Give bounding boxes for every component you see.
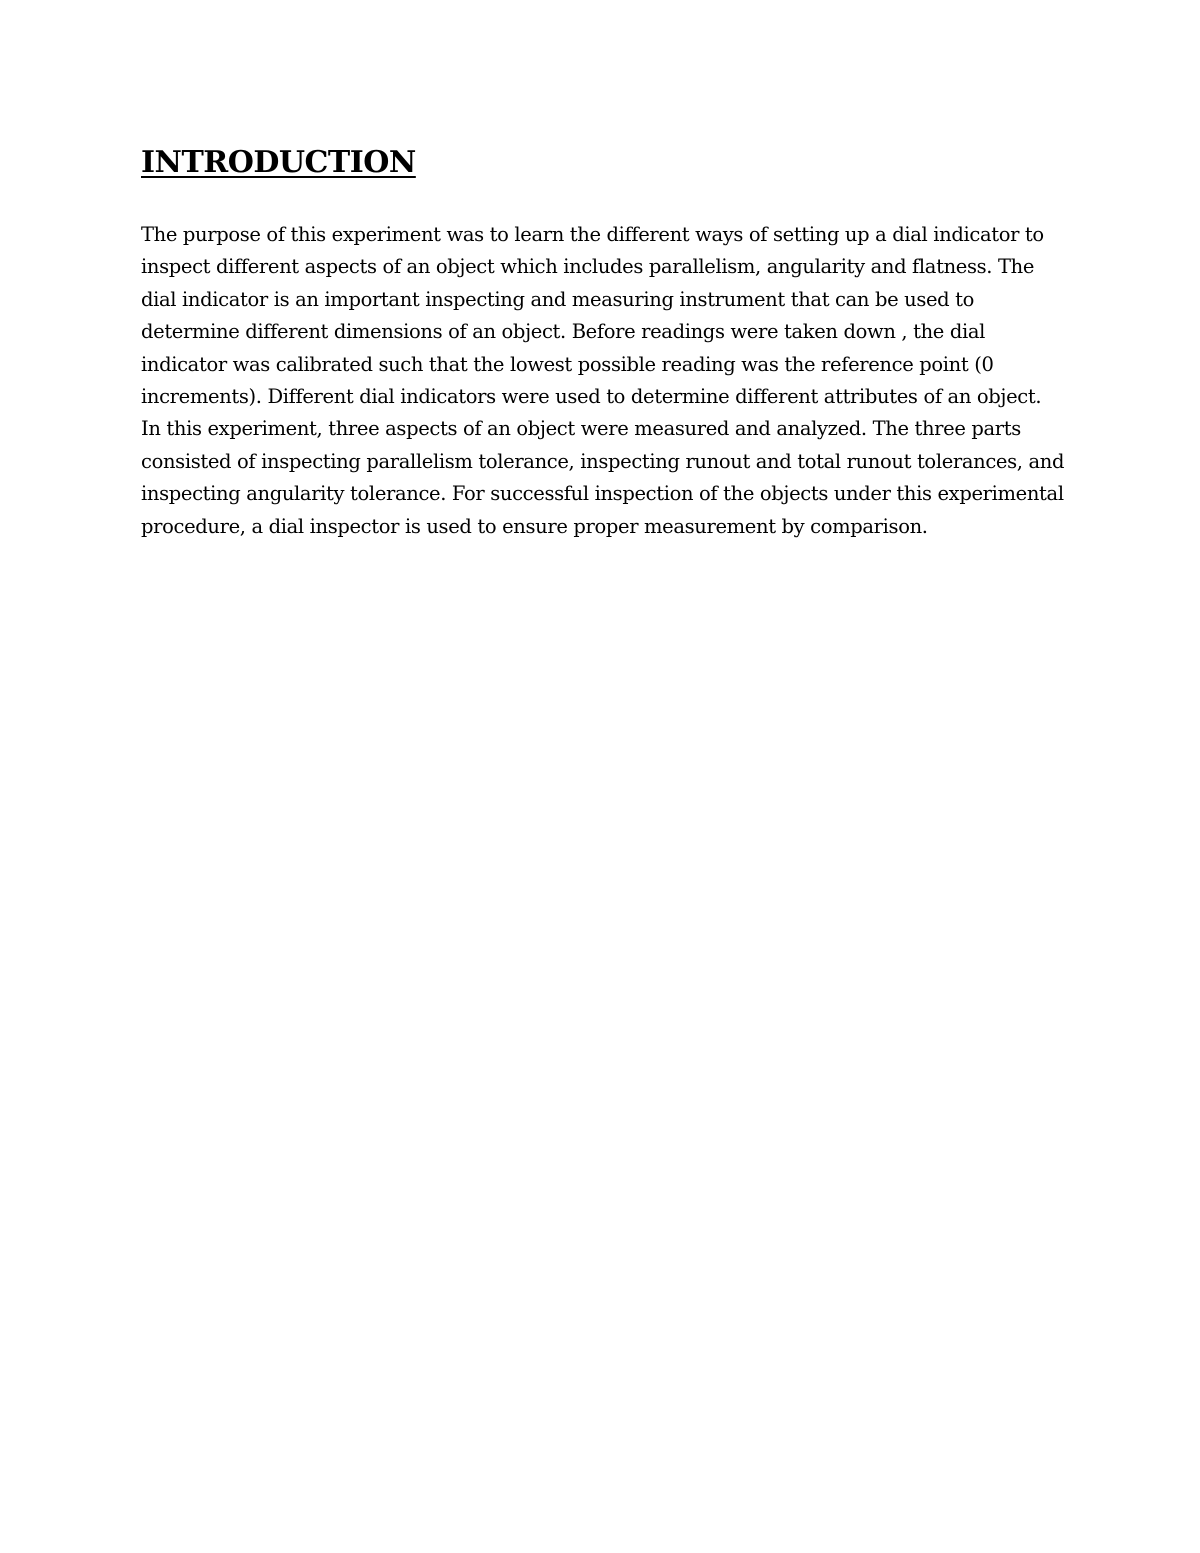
introduction-paragraph: The purpose of this experiment was to learn the different ways of setting up a dial indicator to inspect different aspects of an object which includes parallelism, angularity and flatness. The dial indicator is an important inspecting and measuring instrument that can be used to determine different dimensions of an object. Before readings were taken down , the dial indicator was calibrated such that the lowest possible reading was the reference point (0 increments). Different dial indicators were used to determine different attributes of an object. In this experiment, three aspects of an object were measured and analyzed. The three parts consisted of inspecting parallelism tolerance, inspecting runout and total runout tolerances, and inspecting angularity tolerance. For successful inspection of the objects under this experimental procedure, a dial inspector is used to ensure proper measurement by comparison. <box>141 223 1065 538</box>
section-heading: INTRODUCTION <box>141 145 416 180</box>
page-content <box>141 143 1066 543</box>
